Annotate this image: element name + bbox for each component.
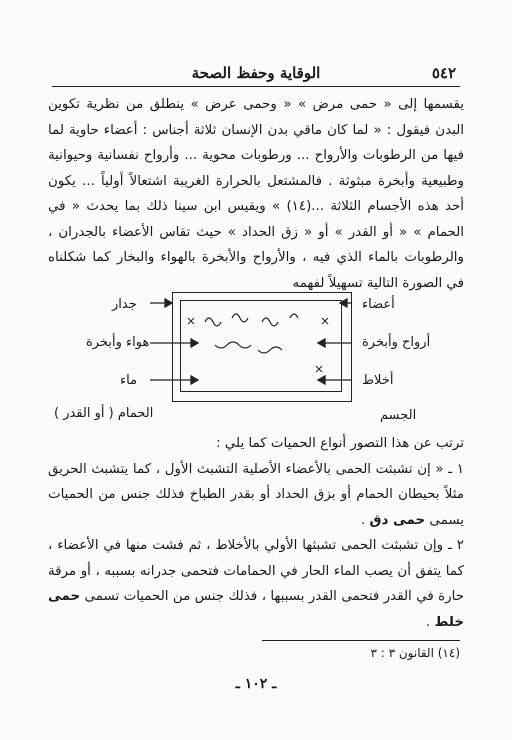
body-text-top — [48, 92, 464, 296]
label-body: الجسم — [380, 408, 417, 423]
label-air-vapors: هواء وأبخرة — [86, 335, 150, 350]
label-humors: أخلاط — [362, 373, 394, 388]
label-organs: أعضاء — [362, 297, 395, 312]
footnote: (١٤) القانون ٣ : ٣ — [370, 646, 460, 660]
body-text-bottom — [48, 431, 464, 635]
header-page-number: ٥٤٢ — [431, 64, 456, 82]
header-title: الوقاية وحفظ الصحة — [191, 64, 321, 82]
label-wall: جدار — [112, 297, 137, 312]
term-hectic-fever: حمى دق — [369, 512, 426, 528]
label-water: ماء — [120, 373, 138, 388]
term-humoral-fever: حمى خلط — [48, 589, 464, 630]
paragraph: ٢ ـ وإن تشبثت الحمى تشبثها الأولي بالأخلاط ، ثم فشت منها في الأعضاء ، كما يتفق أن يصب الماء الحار في الحمامات فتحمى جدرانه بسببه ، أو مرقة حارة في القدر فتحمى القدر بسببها ، فذلك جنس من الحميات تسمى حمى خلط . — [48, 538, 465, 630]
label-bath-pot: الحمام ( أو القدر ) — [54, 406, 154, 421]
running-header — [52, 64, 460, 87]
paragraph: ترتب عن هذا التصور أنواع الحميات كما يلي : — [216, 436, 464, 451]
diagram-inner-box — [180, 300, 342, 392]
page-footer-number: ـ ١٠٢ ـ — [235, 676, 277, 692]
footnote-rule — [262, 640, 460, 641]
paragraph: ١ ـ « إن تشبثت الحمى بالأعضاء الأصلية التشبث الأول ، كما يتشبث الحريق مثلاً بحيطان الحمام أو بزق الحداد أو بقدر الطباخ فذلك جنس من الحميات يسمى حمى دق . — [48, 461, 464, 528]
label-spirits-vapors: أرواح وأبخرة — [362, 335, 431, 350]
paragraph: يقسمها إلى « حمى مرض » « وحمى عرض » ينطلق من نظرية تكوين البدن فيقول : « لما كان ماقي بدن الإنسان ثلاثة أجناس : أعضاء حاوية لما فيها من الرطوبات والأرواح ... ورطوبات محوية ... وأرواح نفسانية وحيوانية وطبيعية وأبخرة مبثوثة . فالمشتعل بالحرارة الغريبة اشتعالاً أولياً ... يكون أحد هذه الأجسام الثلاثة ...(١٤) » ويقيس ابن سينا ذلك بما يحدث « في الحمام » « أو القدر » أو « زق الحداد » حيث تقاس الأعضاء بالجدران ، والرطوبات بالماء الذي فيه ، والأرواح والأبخرة بالهواء والبخار كما شكلناه في الصورة التالية تسهيلاً لفهمه — [48, 97, 464, 291]
